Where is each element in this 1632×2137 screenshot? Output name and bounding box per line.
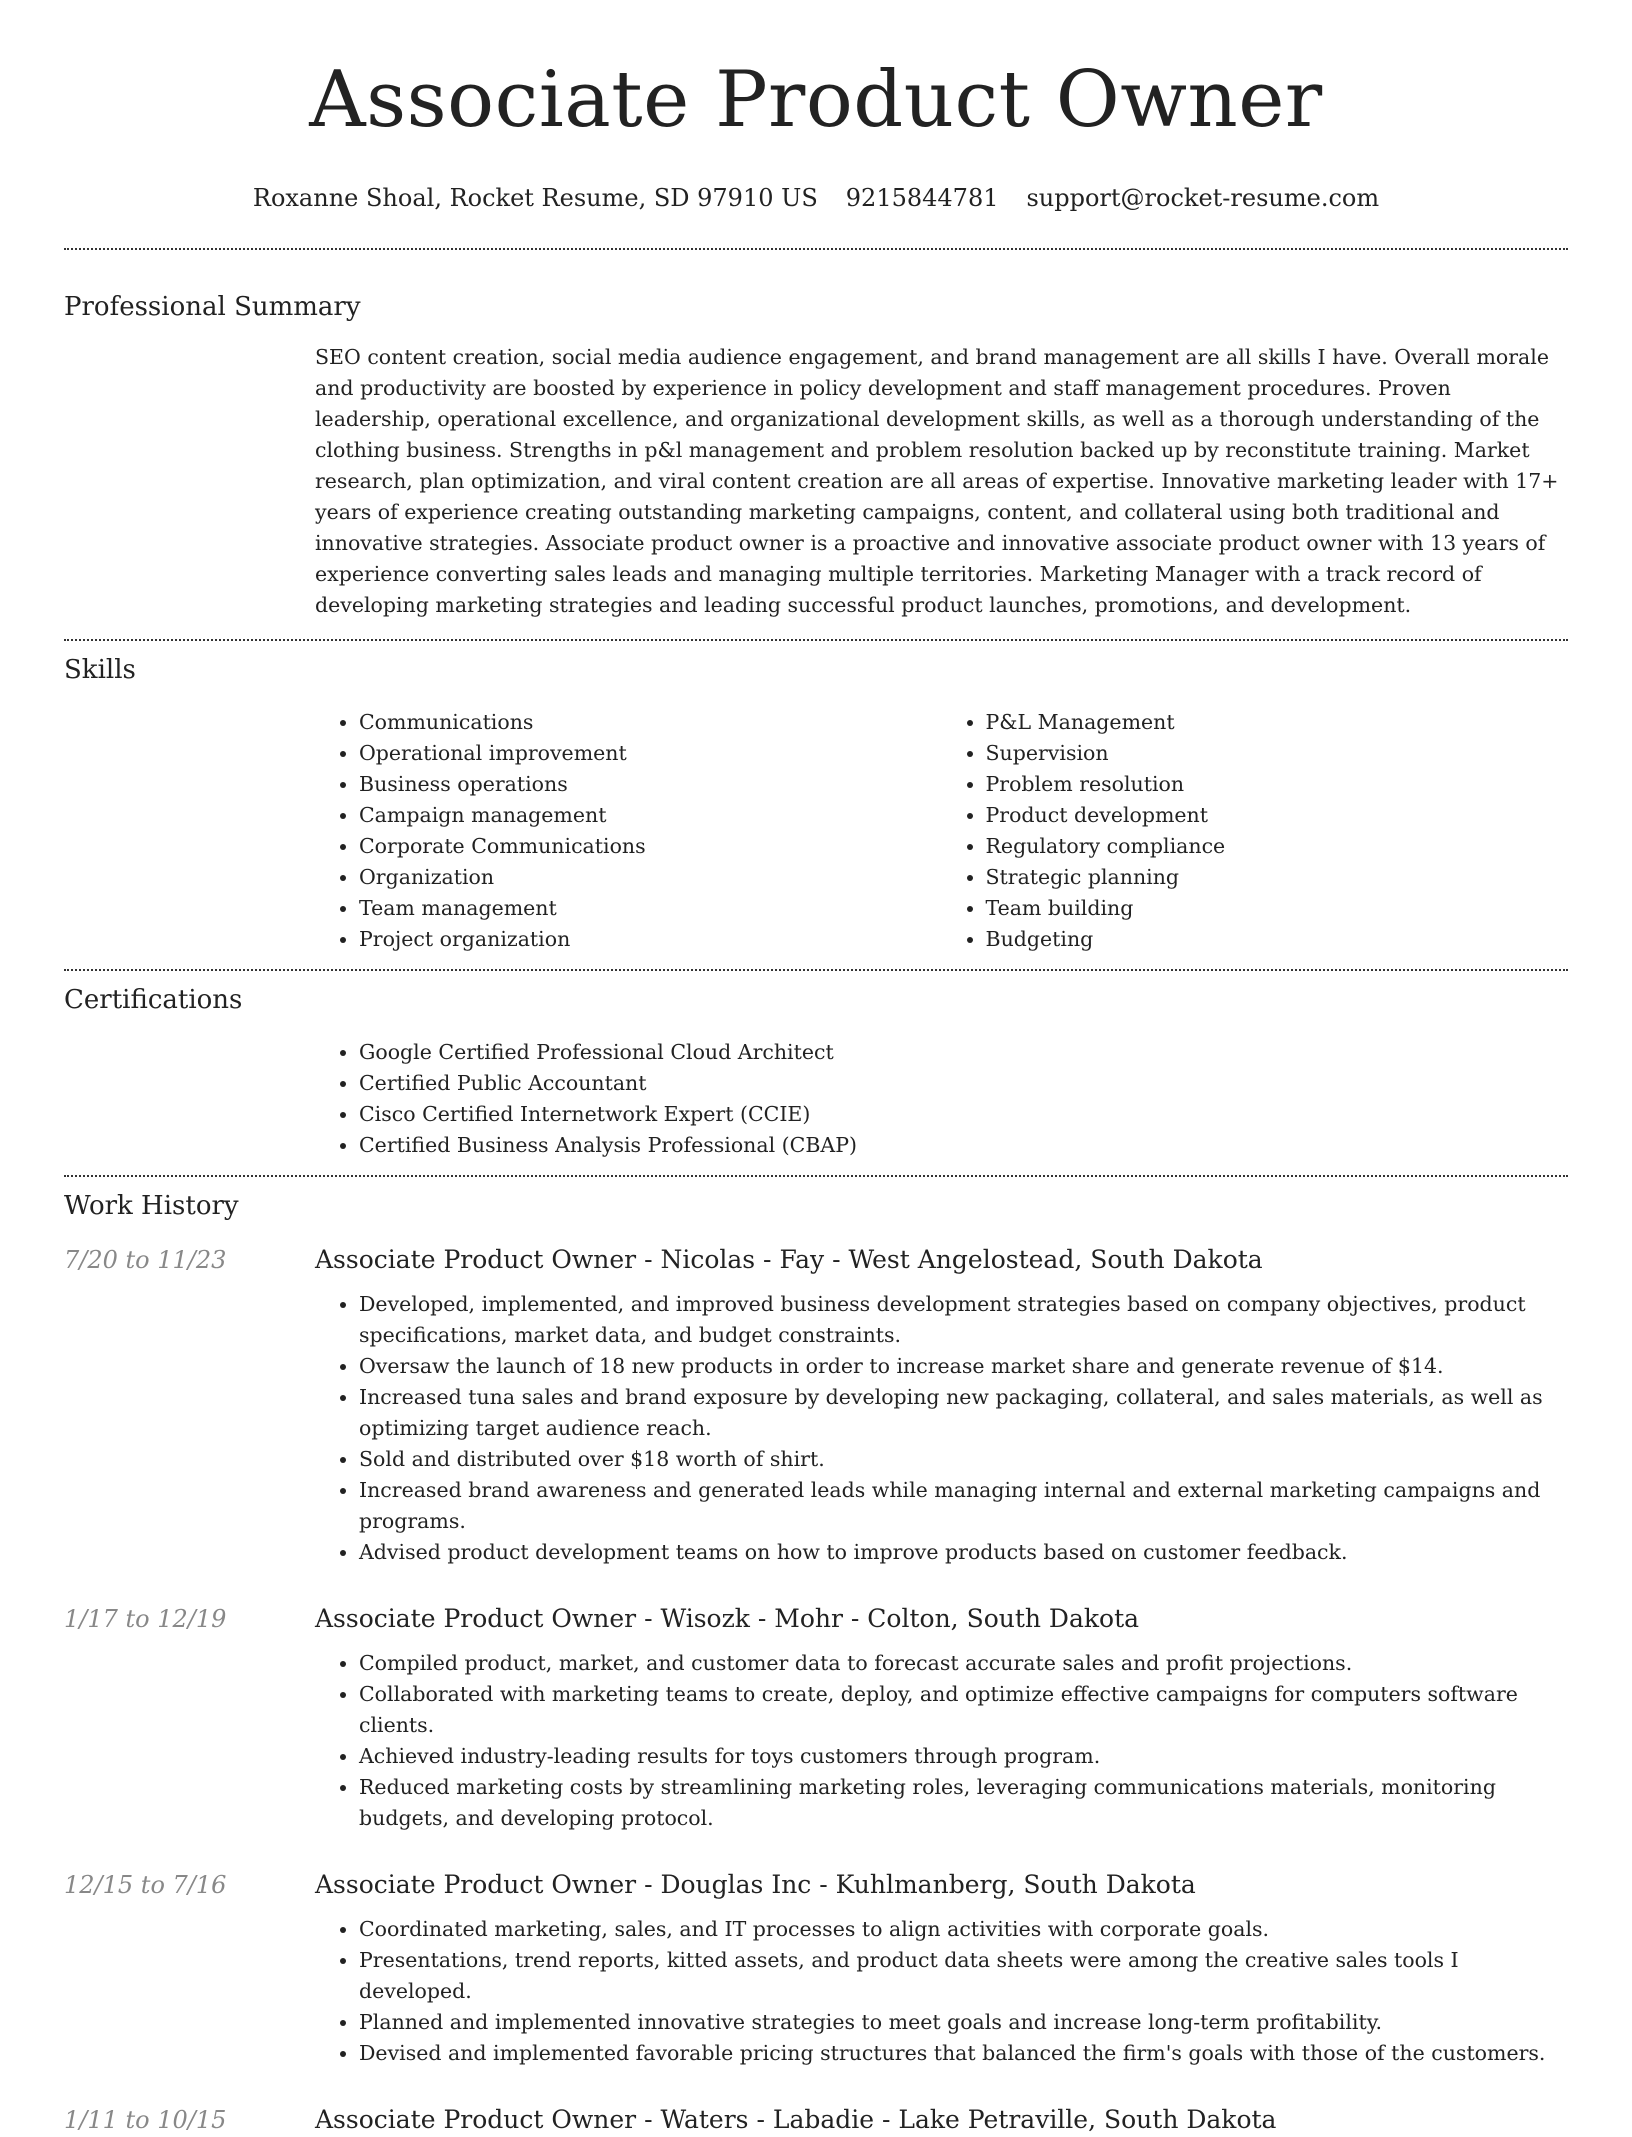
job-entry: [64, 2103, 1568, 2137]
skills-column-right: [942, 707, 1569, 955]
resume-page: [64, 0, 1568, 2137]
skill-item: • Campaign management: [359, 800, 942, 831]
job-bullet: • Oversaw the launch of 18 new products in order to increase market share and generate revenue of $14.: [359, 1351, 1568, 1382]
skill-item: • Regulatory compliance: [986, 831, 1569, 862]
skill-item: • Team management: [359, 893, 942, 924]
job-bullet: • Sold and distributed over $18 worth of shirt.: [359, 1444, 1568, 1475]
section-heading-skills: Skills: [64, 655, 136, 685]
skill-item: • Problem resolution: [986, 769, 1569, 800]
skill-item: • Strategic planning: [986, 862, 1569, 893]
job-title: Associate Product Owner - Nicolas - Fay - West Angelostead, South Dakota: [315, 1245, 1263, 1274]
job-title: Associate Product Owner - Waters - Labadie - Lake Petraville, South Dakota: [315, 2105, 1277, 2134]
job-bullet: • Planned and implemented innovative strategies to meet goals and increase long-term profitability.: [359, 2007, 1568, 2038]
certifications-list: [315, 1037, 1568, 1161]
job-bullet: • Collaborated with marketing teams to create, deploy, and optimize effective campaigns for computers software clients.: [359, 1679, 1568, 1741]
skill-item: • Budgeting: [986, 924, 1569, 955]
skill-item: • Operational improvement: [359, 738, 942, 769]
job-entry: [64, 1868, 1568, 2069]
job-title: Associate Product Owner - Wisozk - Mohr - Colton, South Dakota: [315, 1604, 1140, 1633]
job-bullet: • Coordinated marketing, sales, and IT processes to align activities with corporate goals.: [359, 1914, 1568, 1945]
skill-item: • Business operations: [359, 769, 942, 800]
section-heading-certifications: Certifications: [64, 985, 243, 1015]
divider: [64, 639, 1568, 641]
job-date: 1/11 to 10/15: [64, 2106, 227, 2134]
resume-title: Associate Product Owner: [309, 55, 1323, 145]
skill-item: • Supervision: [986, 738, 1569, 769]
divider: [64, 248, 1568, 250]
skill-item: • P&L Management: [986, 707, 1569, 738]
section-heading-work-history: Work History: [64, 1191, 239, 1221]
job-bullet: • Achieved industry-leading results for toys customers through program.: [359, 1741, 1568, 1772]
summary-text: SEO content creation, social media audience engagement, and brand management are all skills I have. Overall morale and productivity are boosted by experience in policy development and staff management procedures. Proven leadership, operational excellence, and organizational development skills, as well as a thorough understanding of the clothing business. Strengths in p&l management and problem resolution backed up by reconstitute training. Market research, plan optimization, and viral content creation are all areas of expertise. Innovative marketing leader with 17+ years of experience creating outstanding marketing campaigns, content, and collateral using both traditional and innovative strategies. Associate product owner is a proactive and innovative associate product owner with 13 years of experience converting sales leads and managing multiple territories. Marketing Manager with a track record of developing marketing strategies and leading successful product launches, promotions, and development.: [315, 345, 1559, 617]
skill-item: • Team building: [986, 893, 1569, 924]
skills-column-left: [315, 707, 942, 955]
job-bullet: • Advised product development teams on how to improve products based on customer feedback.: [359, 1537, 1568, 1568]
job-date: 7/20 to 11/23: [64, 1246, 227, 1274]
section-heading-summary: Professional Summary: [64, 292, 361, 322]
job-date: 12/15 to 7/16: [64, 1871, 227, 1899]
skill-item: • Organization: [359, 862, 942, 893]
certification-item: • Certified Business Analysis Professional (CBAP): [359, 1130, 1568, 1161]
contact-email: support@rocket-resume.com: [1026, 184, 1380, 212]
contact-line: [64, 182, 1568, 214]
job-bullet: • Presentations, trend reports, kitted assets, and product data sheets were among the creative sales tools I developed.: [359, 1945, 1568, 2007]
job-date: 1/17 to 12/19: [64, 1605, 227, 1633]
skill-item: • Communications: [359, 707, 942, 738]
job-entry: [64, 1243, 1568, 1568]
job-bullet: • Reduced marketing costs by streamlining marketing roles, leveraging communications materials, monitoring budgets, and developing protocol.: [359, 1772, 1568, 1834]
skill-item: • Corporate Communications: [359, 831, 942, 862]
job-title: Associate Product Owner - Douglas Inc - Kuhlmanberg, South Dakota: [315, 1870, 1196, 1899]
skill-item: • Product development: [986, 800, 1569, 831]
contact-phone: 9215844781: [845, 184, 999, 212]
job-bullet: • Increased tuna sales and brand exposure by developing new packaging, collateral, and sales materials, as well as optimizing target audience reach.: [359, 1382, 1568, 1444]
certification-item: • Cisco Certified Internetwork Expert (CCIE): [359, 1099, 1568, 1130]
certification-item: • Google Certified Professional Cloud Architect: [359, 1037, 1568, 1068]
skills-list: [315, 707, 1568, 955]
skill-item: • Project organization: [359, 924, 942, 955]
contact-address: Roxanne Shoal, Rocket Resume, SD 97910 US: [252, 184, 818, 212]
job-entry: [64, 1602, 1568, 1834]
job-bullet: • Compiled product, market, and customer data to forecast accurate sales and profit projections.: [359, 1648, 1568, 1679]
job-bullet: • Increased brand awareness and generated leads while managing internal and external marketing campaigns and programs.: [359, 1475, 1568, 1537]
divider: [64, 969, 1568, 971]
job-bullet: • Developed, implemented, and improved business development strategies based on company objectives, product specifications, market data, and budget constraints.: [359, 1289, 1568, 1351]
certification-item: • Certified Public Accountant: [359, 1068, 1568, 1099]
divider: [64, 1175, 1568, 1177]
job-bullet: • Devised and implemented favorable pricing structures that balanced the firm's goals with those of the customers.: [359, 2038, 1568, 2069]
